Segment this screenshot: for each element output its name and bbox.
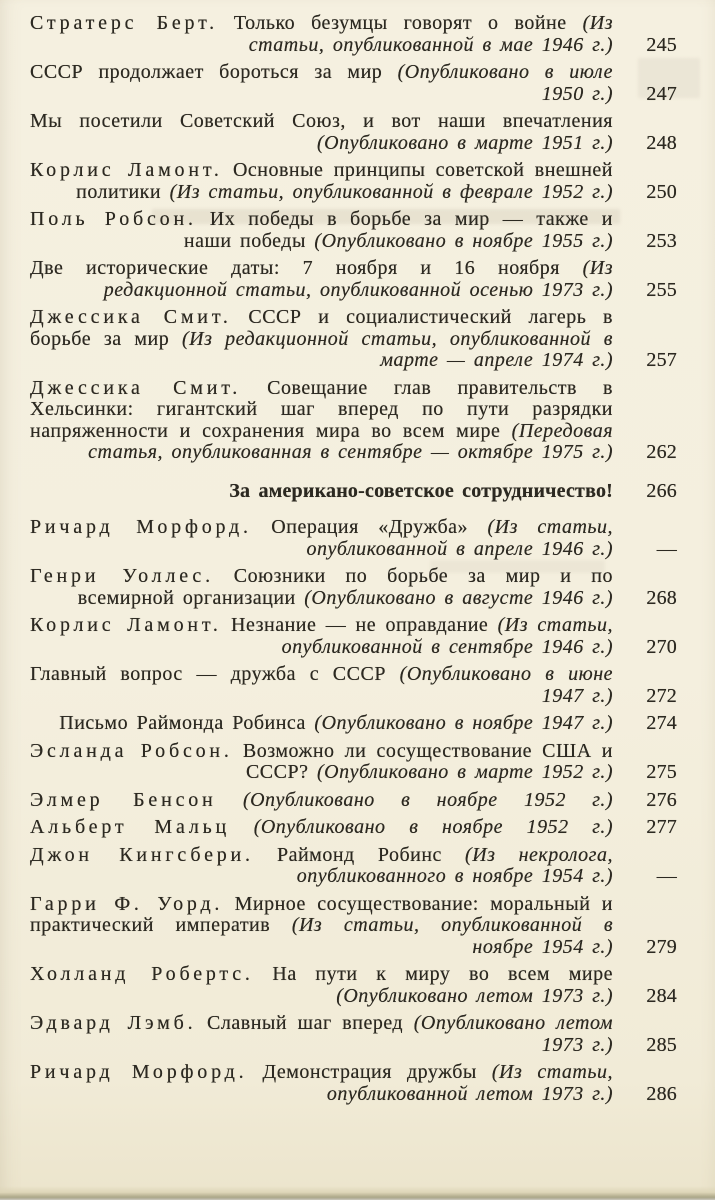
entry-author: Корлис Ламонт. <box>30 614 222 636</box>
entry-note: (Из статьи, опубликованной в феврале 1952 г.) <box>161 180 613 203</box>
entry-author: Гарри Ф. Уорд. <box>30 892 224 915</box>
entry-text <box>30 378 613 464</box>
entry-note: (Из статьи, опубликованной в сентябре 1946 г.) <box>281 614 613 658</box>
entry-author: Джессика Смит. <box>30 306 232 328</box>
entry-text <box>30 307 613 372</box>
entry-page-number: 275 <box>646 761 677 783</box>
entry-text <box>30 62 613 105</box>
toc-entry <box>30 160 677 203</box>
entry-note: (Из статьи, опубликованной летом 1973 г.) <box>326 1061 613 1105</box>
entry-author: Холланд Робертс. <box>30 963 254 985</box>
entry-text <box>30 964 613 1007</box>
toc-entry <box>30 62 677 105</box>
entry-title: Мирное сосуществование: моральный и практический императив <box>30 892 613 936</box>
toc-entry <box>30 615 677 658</box>
entry-title: Союзники по борьбе за мир и по всемирной организации <box>77 565 614 609</box>
toc-entry <box>30 378 677 464</box>
entry-note: (Из редакционной статьи, опубликованной в марте — апреле 1974 г.) <box>169 327 613 371</box>
entry-title: На пути к миру во всем мире <box>253 963 613 985</box>
entry-title: Возможно ли сосуществование США и СССР? <box>232 739 613 783</box>
toc-entry <box>30 894 677 959</box>
entry-author: Поль Робсон. <box>30 208 197 230</box>
entry-author: Эдвард Лэмб. <box>30 1012 197 1034</box>
entry-note: (Из некролога, опубликованного в ноябре 1954 г.) <box>296 843 613 887</box>
entry-text <box>30 615 613 658</box>
entry-text <box>30 111 613 154</box>
toc-entry <box>30 741 677 784</box>
entry-page-number: — <box>656 865 677 887</box>
toc-entries <box>30 13 677 1105</box>
entry-author: Альберт Мальц <box>30 816 231 838</box>
toc-entry <box>30 111 677 154</box>
entry-note: (Опубликовано в ноябре 1947 г.) <box>305 712 613 734</box>
entry-page-number: 266 <box>646 479 677 502</box>
entry-title: Письмо Раймонда Робинса <box>59 712 306 734</box>
entry-page-number: 279 <box>646 935 677 958</box>
entry-page-number: 245 <box>646 33 677 56</box>
entry-text <box>30 713 613 735</box>
toc-entry <box>30 845 677 888</box>
entry-note: (Опубликовано в ноябре 1955 г.) <box>305 229 613 252</box>
toc-entry <box>30 307 677 372</box>
entry-text <box>30 481 613 503</box>
entry-note: (Опубликовано в августе 1946 г.) <box>295 586 613 609</box>
entry-note: (Передовая статья, опубликованная в сентябре — октябре 1975 г.) <box>88 419 613 463</box>
toc-entry <box>30 713 677 735</box>
entry-text <box>30 741 613 784</box>
toc-entry <box>30 817 677 839</box>
toc-section-heading <box>30 481 677 503</box>
entry-page-number: 262 <box>646 441 677 463</box>
entry-title: Две исторические даты: 7 ноября и 16 ноября <box>30 257 560 279</box>
entry-text <box>30 566 613 609</box>
toc-entry <box>30 1062 677 1105</box>
entry-author: Джон Кингсбери. <box>30 843 254 866</box>
entry-title: Их победы в борьбе за мир — также и наши победы <box>183 208 614 252</box>
entry-title: Раймонд Робинс <box>253 843 442 866</box>
entry-title: Главный вопрос — дружба с СССР <box>30 663 386 685</box>
entry-note: (Опубликовано в марте 1952 г.) <box>308 761 613 783</box>
entry-title: Совещание глав правительств в Хельсинки: гигантский шаг вперед по пути разрядки напряженности и сохранения мира во всем мире <box>30 376 613 442</box>
entry-text <box>30 517 613 560</box>
entry-text <box>30 894 613 959</box>
entry-note: (Опубликовано в ноябре 1952 г.) <box>216 788 614 811</box>
entry-page-number: 276 <box>646 788 677 811</box>
entry-page-number: 270 <box>646 635 677 658</box>
entry-author: Генри Уоллес. <box>30 565 214 587</box>
entry-note: (Опубликовано в июле 1950 г.) <box>382 61 613 105</box>
toc-entry <box>30 664 677 707</box>
entry-note: (Из статьи, опубликованной в мае 1946 г.) <box>248 12 614 56</box>
entry-text <box>30 13 613 56</box>
entry-title: Основные принципы советской внешней политики <box>76 159 613 203</box>
entry-title: СССР продолжает бороться за мир <box>30 61 383 83</box>
entry-page-number: 257 <box>646 349 677 371</box>
entry-note: (Опубликовано в ноябре 1952 г.) <box>230 816 613 838</box>
entry-text <box>30 790 613 812</box>
entry-page-number: 268 <box>646 586 677 609</box>
entry-author: Ричард Морфорд. <box>30 1061 248 1083</box>
toc-entry <box>30 790 677 812</box>
entry-note: (Из редакционной статьи, опубликованной осенью 1973 г.) <box>103 257 613 301</box>
entry-text <box>30 1062 613 1105</box>
entry-note: (Опубликовано летом 1973 г.) <box>403 1012 613 1056</box>
entry-text <box>30 160 613 203</box>
entry-page-number: 248 <box>646 131 677 154</box>
entry-text <box>30 664 613 707</box>
toc-entry <box>30 566 677 609</box>
entry-title: СССР и социалистический лагерь в борьбе за мир <box>30 306 613 350</box>
entry-page-number: 255 <box>646 278 677 301</box>
page-bottom-edge <box>0 1186 715 1200</box>
entry-page-number: 247 <box>646 82 677 105</box>
entry-text <box>30 258 613 301</box>
entry-page-number: 286 <box>646 1082 677 1105</box>
entry-title: Только безумцы говорят о войне <box>217 12 567 34</box>
entry-page-number: 274 <box>646 712 677 734</box>
entry-note: (Опубликовано в марте 1951 г.) <box>316 131 613 154</box>
entry-title: Славный шаг вперед <box>196 1012 404 1034</box>
entry-page-number: 253 <box>646 229 677 252</box>
toc-entry <box>30 209 677 252</box>
entry-page-number: 284 <box>646 984 677 1007</box>
entry-author: Стратерс Берт. <box>30 12 218 34</box>
entry-author: Элмер Бенсон <box>30 788 217 811</box>
entry-page-number: 250 <box>646 180 677 203</box>
entry-author: Ричард Морфорд. <box>30 516 252 538</box>
entry-text <box>30 817 613 839</box>
entry-title: Демонстрация дружбы <box>247 1061 477 1083</box>
entry-page-number: — <box>656 537 677 560</box>
entry-title: Мы посетили Советский Союз, и вот наши впечатления <box>30 110 613 132</box>
entry-page-number: 277 <box>646 816 677 838</box>
entry-note: (Из статьи, опубликованной в апреле 1946 г.) <box>306 516 613 560</box>
entry-title: Незнание — не оправдание <box>221 614 489 636</box>
entry-note: (Из статьи, опубликованной в ноябре 1954 г.) <box>270 914 613 958</box>
toc-entry <box>30 1013 677 1056</box>
entry-note: (Опубликовано в июне 1947 г.) <box>385 663 613 707</box>
entry-text <box>30 845 613 888</box>
entry-author: Корлис Ламонт. <box>30 159 223 181</box>
entry-page-number: 272 <box>646 684 677 707</box>
toc-entry <box>30 964 677 1007</box>
entry-page-number: 285 <box>646 1033 677 1056</box>
entry-author: Джессика Смит. <box>30 376 242 399</box>
entry-note: (Опубликовано летом 1973 г.) <box>336 984 613 1007</box>
entry-title: Операция «Дружба» <box>251 516 469 538</box>
entry-text <box>30 1013 613 1056</box>
entry-author: Эсланда Робсон. <box>30 739 233 762</box>
toc-entry <box>30 13 677 56</box>
entry-text <box>30 209 613 252</box>
entry-title: За американо-советское сотрудничество! <box>229 479 613 502</box>
toc-entry <box>30 258 677 301</box>
toc-entry <box>30 517 677 560</box>
